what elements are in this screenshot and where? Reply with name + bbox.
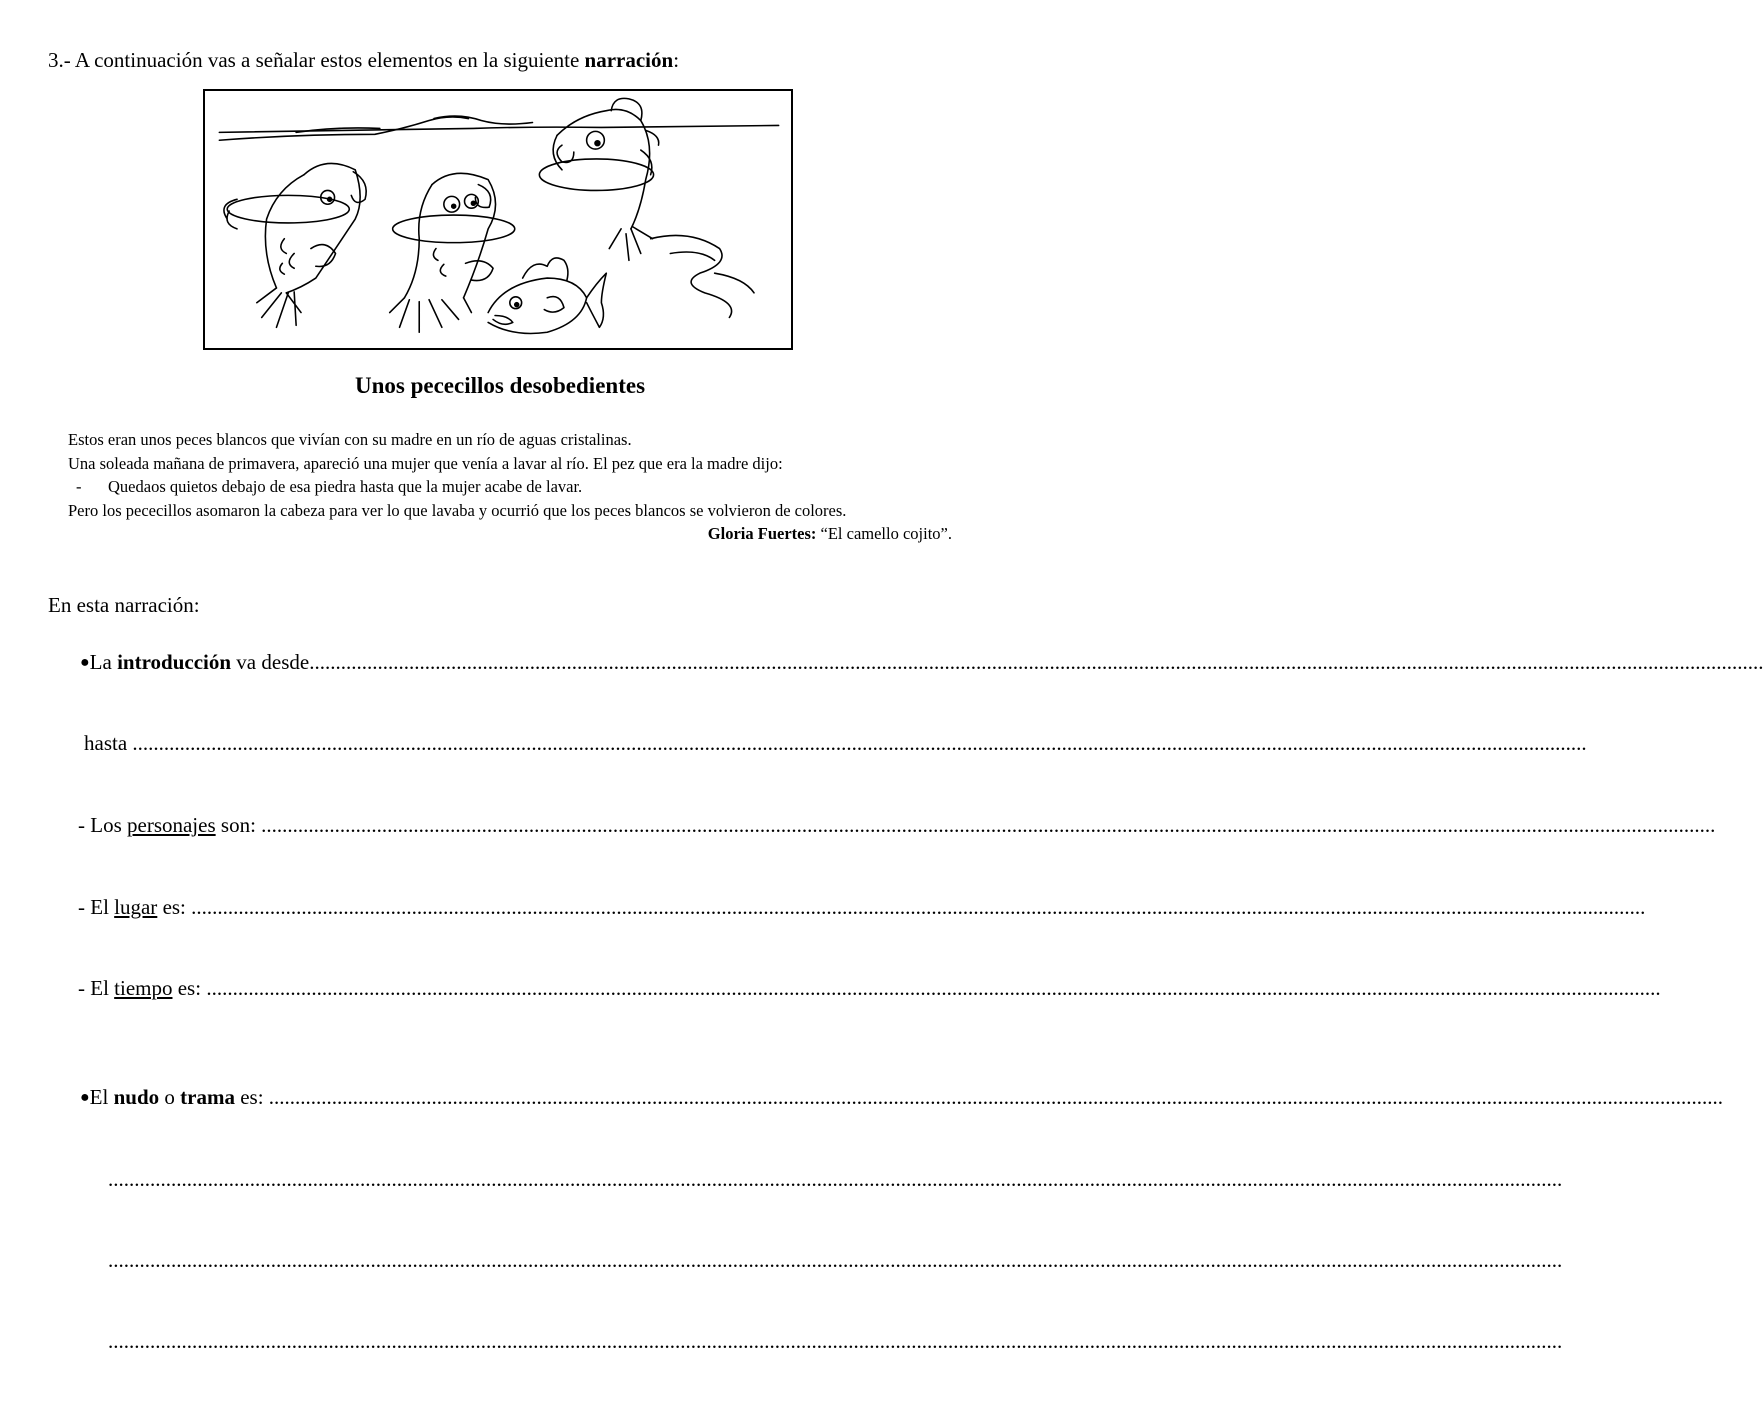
label-text: es: — [162, 895, 186, 919]
fish-illustration — [203, 89, 793, 350]
label-underlined: lugar — [114, 895, 158, 919]
label-text: - Los — [78, 813, 122, 837]
instruction — [48, 48, 679, 73]
fish-3 — [539, 98, 658, 260]
question-personajes — [78, 813, 1716, 838]
answer-line-intro-desde[interactable]: ..................................................................................................................................................................................................................................................................................... — [309, 650, 1763, 674]
instruction-text: A continuación vas a señalar estos elementos en la siguiente — [74, 48, 580, 72]
story-paragraph-1: Estos eran unos peces blancos que vivían con su madre en un río de aguas cristalinas. — [68, 430, 632, 449]
answer-line[interactable]: ..................................................................................................................................................................................................................................................................................... — [108, 1248, 1563, 1272]
source-title: “El camello cojito”. — [820, 524, 952, 543]
bullet-icon: ● — [80, 654, 90, 671]
label-text: o — [164, 1085, 175, 1109]
answer-line-nudo-2 — [108, 1167, 1563, 1192]
label-bold: nudo — [113, 1085, 160, 1109]
instruction-bold: narración — [584, 48, 674, 72]
label-text: es: — [177, 976, 202, 1000]
label-text: hasta — [84, 731, 128, 755]
fish-4 — [488, 258, 606, 334]
label-text: son: — [220, 813, 256, 837]
answer-line-lugar[interactable]: ..................................................................................................................................................................................................................................................................................... — [191, 895, 1646, 919]
story-paragraph-3: Pero los pececillos asomaron la cabeza para ver lo que lavaba y ocurrió que los peces blancos se volvieron de colores. — [68, 500, 847, 520]
questions-lead: En esta narración: — [48, 593, 200, 617]
story-title: Unos pececillos desobedientes — [354, 373, 646, 398]
answer-line-nudo-3 — [108, 1248, 1563, 1273]
question-nudo — [80, 1085, 1724, 1110]
story-paragraph-2: Una soleada mañana de primavera, apareció una mujer que venía a lavar al río. El pez que era la madre dijo: — [68, 453, 783, 473]
label-text: es: — [240, 1085, 264, 1109]
fish-1 — [224, 163, 366, 327]
question-hasta — [84, 731, 1587, 756]
answer-line-nudo[interactable]: ..................................................................................................................................................................................................................................................................................... — [268, 1085, 1724, 1109]
label-text: El — [89, 1085, 109, 1109]
story-dialog — [48, 475, 952, 499]
instruction-number: 3.- — [48, 48, 71, 72]
answer-line-tiempo[interactable]: ..................................................................................................................................................................................................................................................................................... — [206, 976, 1661, 1000]
fish-drawing-icon — [205, 91, 791, 348]
question-lugar — [78, 895, 1646, 920]
author-name: Gloria Fuertes: — [707, 524, 817, 543]
answer-line-intro-hasta[interactable]: ..................................................................................................................................................................................................................................................................................... — [132, 731, 1587, 755]
label-text: - El — [78, 976, 109, 1000]
answer-line[interactable]: ..................................................................................................................................................................................................................................................................................... — [108, 1167, 1563, 1191]
label-text: - El — [78, 895, 109, 919]
dialog-dash: - — [76, 477, 82, 496]
label-underlined: personajes — [127, 813, 216, 837]
bullet-icon: ● — [80, 1089, 90, 1106]
question-tiempo — [78, 976, 1661, 1001]
answer-line-personajes[interactable]: ..................................................................................................................................................................................................................................................................................... — [261, 813, 1716, 837]
answer-line[interactable]: ..................................................................................................................................................................................................................................................................................... — [108, 1329, 1563, 1353]
label-text: La — [89, 650, 112, 674]
dialog-text: Quedaos quietos debajo de esa piedra hasta que la mujer acabe de lavar. — [108, 477, 583, 496]
answer-line-nudo-4 — [108, 1329, 1563, 1354]
question-introduction — [80, 650, 1763, 675]
label-underlined: tiempo — [114, 976, 173, 1000]
instruction-end: : — [673, 48, 680, 72]
label-bold: trama — [180, 1085, 235, 1109]
fish-2 — [390, 173, 515, 332]
story-text — [48, 428, 952, 546]
label-text: va desde — [236, 650, 310, 674]
story-attribution — [48, 522, 952, 546]
label-bold: introducción — [117, 650, 232, 674]
